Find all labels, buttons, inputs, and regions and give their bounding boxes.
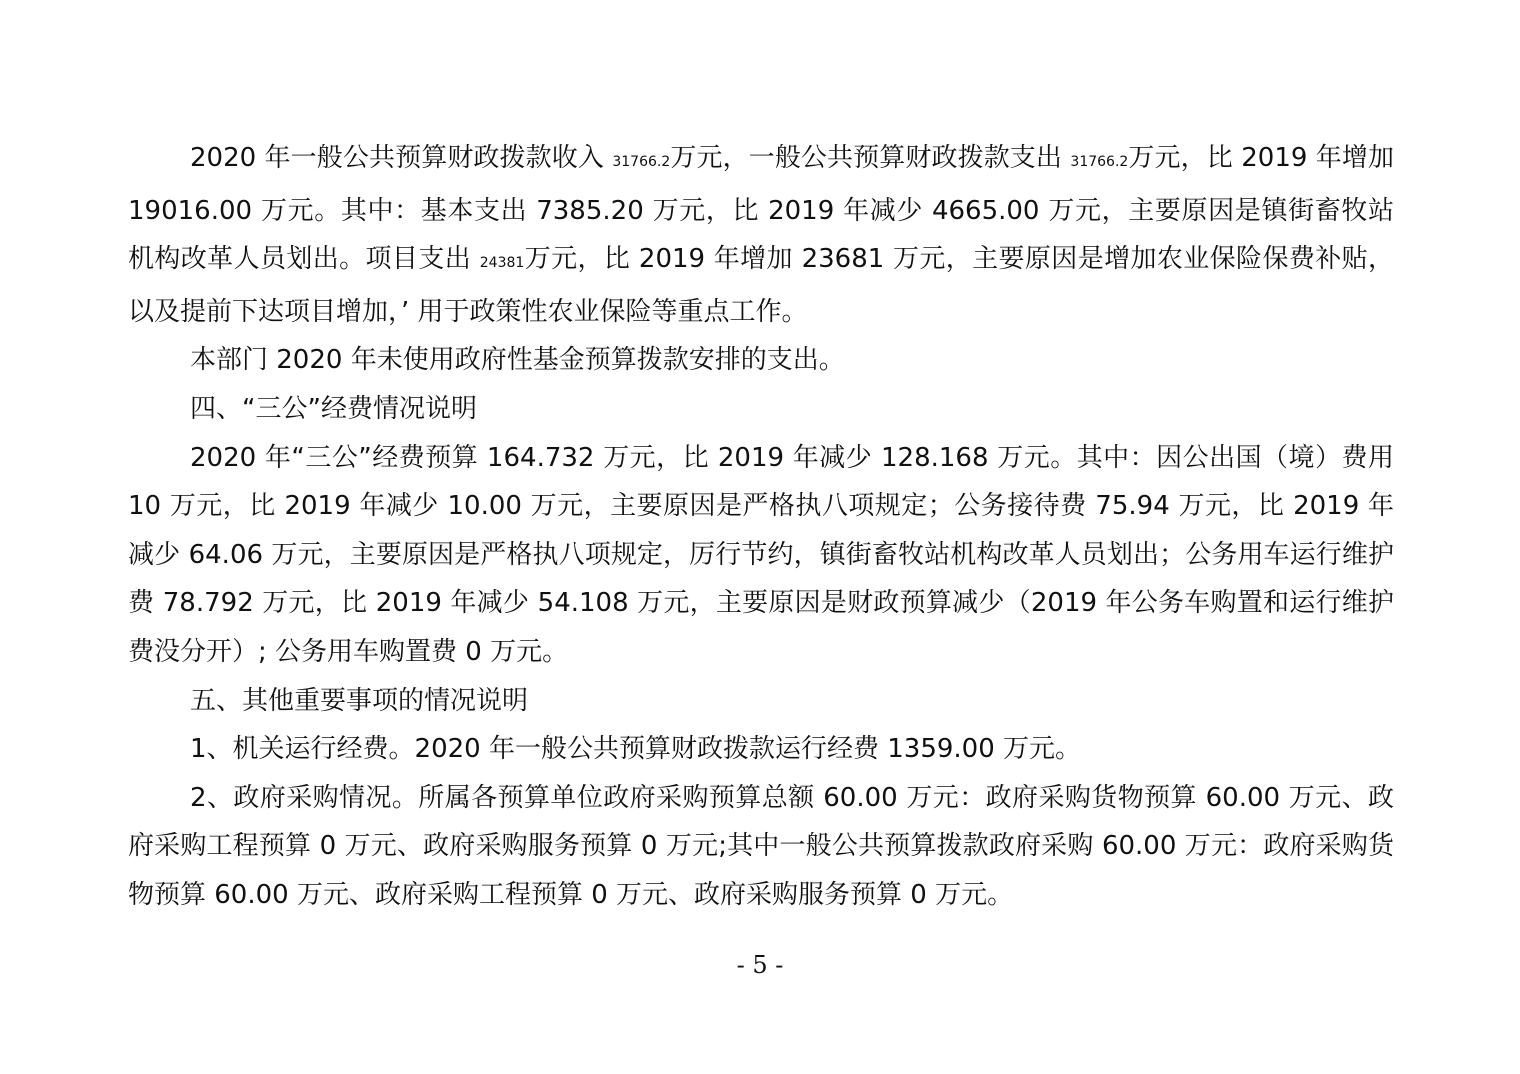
page-number: - 5 - <box>736 951 784 979</box>
section-heading-three-public-expenses: 四、“三公”经费情况说明 <box>190 393 477 424</box>
text-segment: 万元，一般公共预算财政拨款支出 <box>670 143 1071 173</box>
text-segment: 2020 年一般公共预算财政拨款收入 <box>190 143 613 173</box>
text-segment: 万元，比 2019 年增加 23681 万元，主要原因是增加农业保险保费补贴，以及提前下达项目增加，’ 用于政策性农业保险等重点工作。 <box>128 244 1395 327</box>
paragraph-budget-appropriation <box>128 134 1394 336</box>
paragraph-government-fund: 本部门 2020 年未使用政府性基金预算拨款安排的支出。 <box>190 345 845 376</box>
text-segment: 万元，比 2019 年增加 19016.00 万元。其中：基本支出 7385.20 万元，比 2019 年减少 4665.00 万元，主要原因是镇街畜牧站机构改革人员划出。项目支出 <box>128 143 1395 275</box>
paragraph-three-public-expenses: 2020 年“三公”经费预算 164.732 万元，比 2019 年减少 128.168 万元。其中：因公出国（境）费用 10 万元，比 2019 年减少 10.00 万元，主要原因是严格执八项规定；公务接待费 75.94 万元，比 2019 年减少 64.06 万元，主要原因是严格执八项规定，厉行节约，镇街畜牧站机构改革人员划出；公务用车运行维护费 78.792 万元，比 2019 年减少 54.108 万元，主要原因是财政预算减少（2019 年公务车购置和运行维护费没分开）; 公务用车购置费 0 万元。 <box>128 442 1394 667</box>
paragraph-government-procurement: 2、政府采购情况。所属各预算单位政府采购预算总额 60.00 万元：政府采购货物预算 60.00 万元、政府采购工程预算 0 万元、政府采购服务预算 0 万元;其中一般公共预算拨款政府采购 60.00 万元：政府采购货物预算 60.00 万元、政府采购工程预算 0 万元、政府采购服务预算 0 万元。 <box>128 782 1394 910</box>
expenditure-amount: 31766.2 <box>1070 154 1129 170</box>
income-amount: 31766.2 <box>612 154 671 170</box>
body-text <box>128 134 1394 920</box>
project-expenditure-amount: 24381 <box>479 255 525 272</box>
section-heading-other-matters: 五、其他重要事项的情况说明 <box>190 685 529 716</box>
paragraph-operating-expenses: 1、机关运行经费。2020 年一般公共预算财政拨款运行经费 1359.00 万元。 <box>190 734 1082 765</box>
